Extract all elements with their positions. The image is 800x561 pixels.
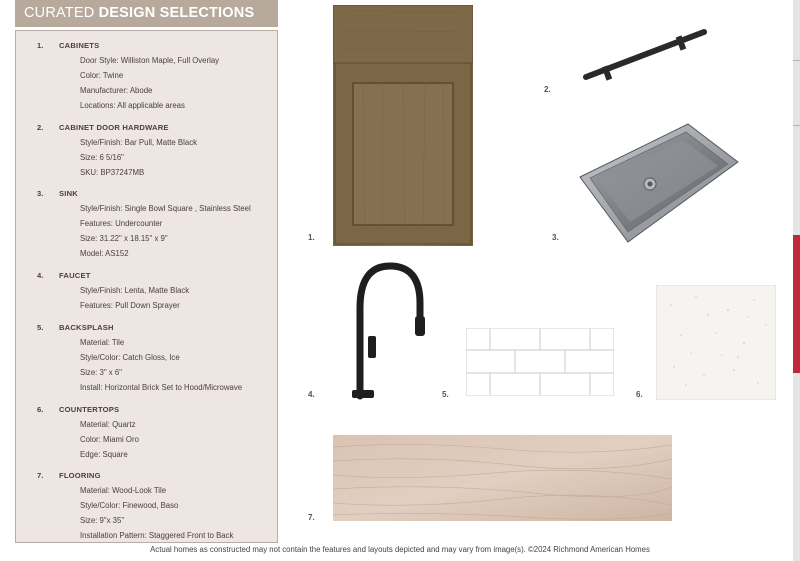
section-number: 3.: [37, 189, 44, 198]
section-line: Size: 31.22" x 18.15" x 9": [80, 234, 168, 243]
section-title: COUNTERTOPS: [59, 405, 120, 414]
section-number: 5.: [37, 323, 44, 332]
section-line: Size: 3" x 6": [80, 368, 122, 377]
image-label-3: 3.: [552, 233, 559, 242]
section-title: FAUCET: [59, 271, 91, 280]
section-line: Color: Miami Oro: [80, 435, 139, 444]
image-label-2: 2.: [544, 85, 551, 94]
right-edge-bar: [793, 0, 800, 561]
section-line: Model: AS152: [80, 249, 129, 258]
section-line: Locations: All applicable areas: [80, 101, 185, 110]
image-label-1: 1.: [308, 233, 315, 242]
right-edge-divider: [793, 60, 800, 61]
selections-panel: [15, 30, 278, 543]
section-line: Style/Finish: Single Bowl Square , Stainless Steel: [80, 204, 251, 213]
flooring-image: [333, 435, 672, 521]
section-number: 1.: [37, 41, 44, 50]
section-number: 2.: [37, 123, 44, 132]
section-title: FLOORING: [59, 471, 101, 480]
section-line: Features: Undercounter: [80, 219, 163, 228]
section-title: BACKSPLASH: [59, 323, 114, 332]
page-banner: [15, 0, 278, 27]
section-number: 7.: [37, 471, 44, 480]
section-number: 6.: [37, 405, 44, 414]
faucet-image: [340, 258, 430, 400]
right-edge-accent: [793, 235, 800, 373]
banner-title: DESIGN SELECTIONS: [98, 5, 255, 21]
backsplash-image: [466, 328, 614, 396]
section-line: Color: Twine: [80, 71, 124, 80]
section-line: Style/Color: Finewood, Baso: [80, 501, 179, 510]
section-title: SINK: [59, 189, 78, 198]
banner-prefix: CURATED: [24, 5, 99, 21]
image-label-4: 4.: [308, 390, 315, 399]
section-line: Material: Tile: [80, 338, 125, 347]
section-line: Size: 9"x 35": [80, 516, 125, 525]
section-title: CABINETS: [59, 41, 100, 50]
image-label-7: 7.: [308, 513, 315, 522]
section-line: Style/Finish: Lenta, Matte Black: [80, 286, 190, 295]
section-line: Manufacturer: Abode: [80, 86, 153, 95]
sink-image: [578, 122, 740, 244]
countertop-image: [656, 285, 776, 400]
cabinet-door-image: [333, 5, 473, 246]
section-number: 4.: [37, 271, 44, 280]
image-label-6: 6.: [636, 390, 643, 399]
section-line: Edge: Square: [80, 450, 128, 459]
section-line: Size: 6 5/16": [80, 153, 124, 162]
footer-disclaimer: Actual homes as constructed may not contain the features and layouts depicted and may vary from image(s). ©2024 Richmond American Homes: [150, 545, 650, 554]
section-title: CABINET DOOR HARDWARE: [59, 123, 169, 132]
section-line: Door Style: Williston Maple, Full Overlay: [80, 56, 220, 65]
section-line: Style/Finish: Bar Pull, Matte Black: [80, 138, 197, 147]
section-line: SKU: BP37247MB: [80, 168, 145, 177]
section-line: Install: Horizontal Brick Set to Hood/Microwave: [80, 383, 243, 392]
section-line: Material: Wood-Look Tile: [80, 486, 167, 495]
image-label-5: 5.: [442, 390, 449, 399]
section-line: Features: Pull Down Sprayer: [80, 301, 180, 310]
right-edge-divider: [793, 125, 800, 126]
section-line: Style/Color: Catch Gloss, Ice: [80, 353, 180, 362]
section-line: Material: Quartz: [80, 420, 136, 429]
bar-pull-image: [580, 22, 710, 87]
section-line: Installation Pattern: Staggered Front to Back: [80, 531, 234, 540]
